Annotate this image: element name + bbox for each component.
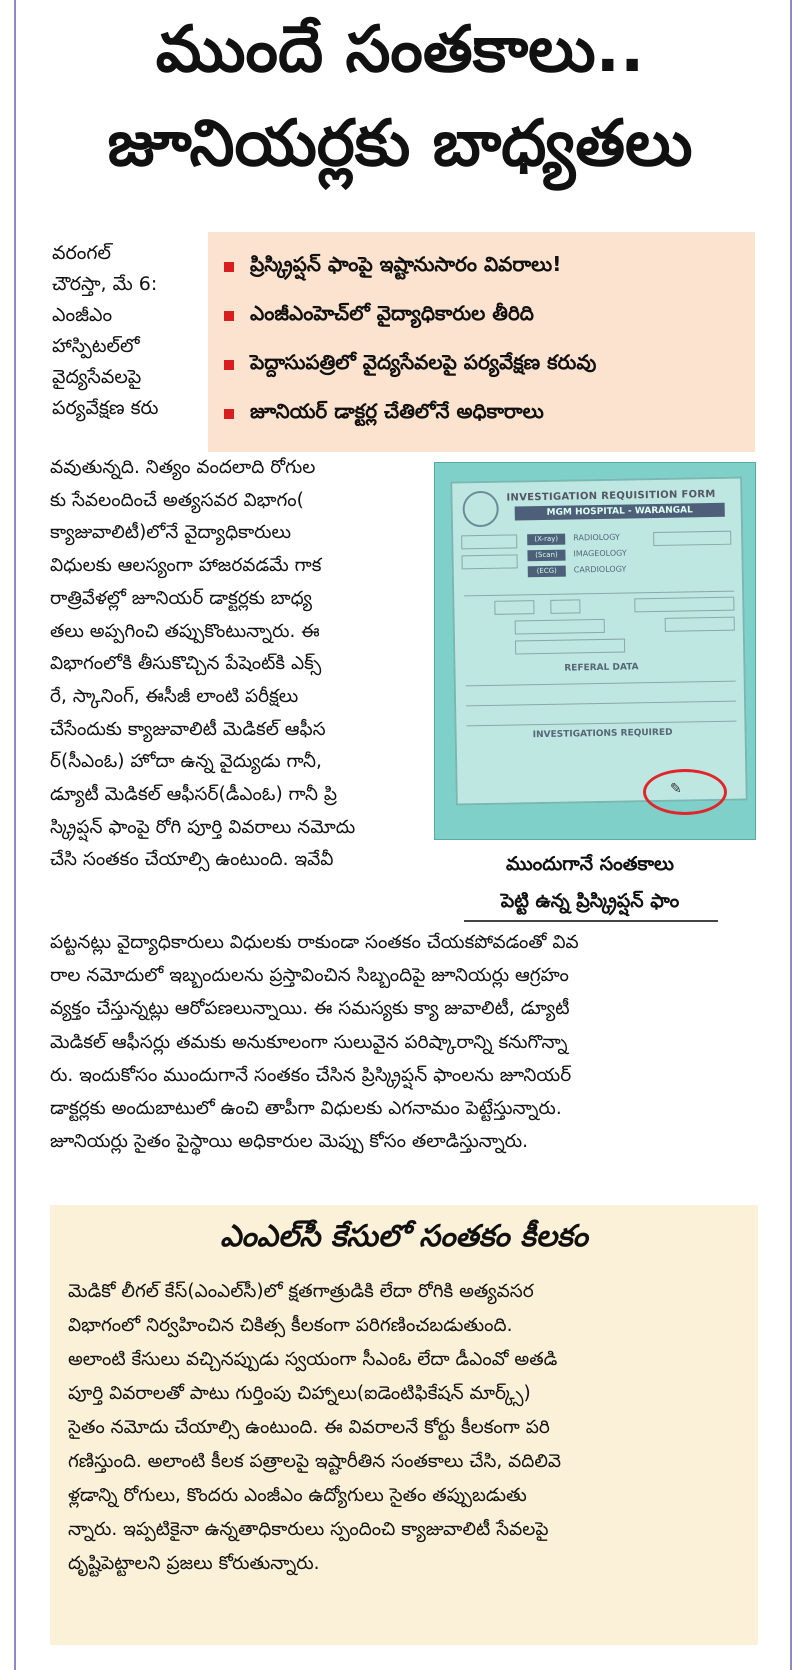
- form-row: [527, 549, 626, 562]
- form-section-referral: REFERAL DATA: [564, 662, 639, 674]
- form-hospital-name: MGM HOSPITAL - WARANGAL: [515, 503, 725, 521]
- body-line: తలు అప్పగించి తప్పుకొంటున్నారు. ఈ: [50, 620, 320, 642]
- body-line: క్యాజువాలిటీ)లోనే వైద్యాధికారులు: [50, 522, 292, 544]
- body-line: మెడికల్ ఆఫీసర్లు తమకు అనుకూలంగా సులువైన పరిష్కారాన్ని కనుగొన్నా: [50, 1031, 568, 1053]
- form-line: [464, 591, 734, 597]
- prescription-form-photo: [434, 462, 756, 840]
- page-border-left: [14, 0, 16, 1670]
- box-line: విభాగంలో నిర్వహించిన చికిత్స కీలకంగా పరిగణించబడుతుంది.: [68, 1315, 513, 1336]
- highlight-text: జూనియర్ డాక్టర్ల చేతిలోనే అధికారాలు: [250, 399, 544, 423]
- signature-highlight-circle: [643, 769, 727, 815]
- body-line: డాక్టర్లకు అందుబాటులో ఉంచి తాపీగా విధులకు ఎగనామం పెట్టేస్తున్నారు.: [50, 1098, 562, 1120]
- form-field: [653, 531, 731, 546]
- form-chip: (Scan): [527, 550, 565, 562]
- form-title: INVESTIGATION REQUISITION FORM: [506, 488, 716, 504]
- sidebar-box: [50, 1205, 758, 1645]
- body-line: వవుతున్నది. నిత్యం వందలాది రోగుల: [50, 457, 316, 478]
- article-body-full: [50, 926, 760, 1158]
- sidebar-box-body: [68, 1275, 746, 1581]
- body-line: రే, స్కానింగ్, ఈసీజీ లాంటి పరీక్షలు: [50, 685, 299, 707]
- dateline-line: పర్యవేక్షణ కరు: [52, 397, 159, 419]
- form-field: [515, 619, 605, 635]
- body-line: రు. ఇందుకోసం ముందుగానే సంతకం చేసిన ప్రిస్క్రిప్షన్ ఫాంలను జూనియర్: [50, 1064, 572, 1086]
- form-chip: (X-ray): [527, 534, 565, 546]
- headline-line-2: జూనియర్లకు బాధ్యతలు: [107, 107, 693, 181]
- form-row-label: IMAGEOLOGY: [573, 548, 627, 559]
- body-line: విభాగంలోకి తీసుకొచ్చిన పేషెంట్‌కి ఎక్స్: [50, 653, 322, 675]
- highlight-item: [224, 389, 743, 438]
- box-line: సైతం నమోదు చేయాల్సి ఉంటుంది. ఈ వివరాలనే కోర్టు కీలకంగా పరి: [68, 1417, 550, 1438]
- form-field: [494, 600, 534, 615]
- form-line: [466, 681, 736, 687]
- form-line: [466, 721, 736, 727]
- form-field: [515, 639, 625, 655]
- body-line: పట్టనట్లు వైద్యాధికారులు విధులకు రాకుండా సంతకం చేయకపోవడంతో వివ: [50, 932, 579, 953]
- highlight-item: [224, 242, 743, 291]
- page-border-right: [790, 0, 792, 1670]
- bullet-icon: [224, 262, 234, 272]
- body-line: జూనియర్లు సైతం పైస్థాయి అధికారుల మెప్పు కోసం తలాడిస్తున్నారు.: [50, 1131, 528, 1153]
- box-line: న్నారు. ఇప్పటికైనా ఉన్నతాధికారులు స్పందించి క్యాజువాలిటీ సేవలపై: [68, 1519, 549, 1540]
- headline-line-1: ముందే సంతకాలు..: [155, 13, 645, 87]
- body-line: చేసి సంతకం చేయాల్సి ఉంటుంది. ఇవేవీ: [50, 849, 334, 871]
- body-line: స్క్రిప్షన్ ఫాంపై రోగి పూర్తి వివరాలు నమోదు: [50, 816, 356, 838]
- dateline-line: చౌరస్తా, మే 6:: [52, 273, 158, 295]
- form-field: [461, 534, 517, 549]
- article-body-column: [50, 452, 440, 877]
- photo-caption: [462, 846, 718, 920]
- form-field: [665, 617, 735, 632]
- caption-divider: [464, 920, 718, 922]
- dateline-line: వైద్యసేవలపై: [52, 366, 142, 388]
- body-line: విధులకు ఆలస్యంగా హాజరవడమే గాక: [50, 555, 322, 577]
- form-section-investigations: INVESTIGATIONS REQUIRED: [532, 727, 673, 741]
- body-line: వ్యక్తం చేస్తున్నట్లు ఆరోపణలున్నాయి. ఈ సమస్యకు క్యా జువాలిటీ, డ్యూటీ: [50, 998, 570, 1020]
- dateline-line: ఎంజీఎం: [52, 304, 113, 326]
- box-line: ళ్లడాన్ని రోగులు, కొందరు ఎంజీఎం ఉద్యోగులు సైతం తప్పుబడుతు: [68, 1485, 527, 1506]
- highlight-text: ప్రిస్క్రిప్షన్ ఫాంపై ఇష్టానుసారం వివరాలు!: [250, 252, 562, 276]
- body-line: చేసేందుకు క్యాజువాలిటీ మెడికల్ ఆఫీస: [50, 718, 326, 740]
- form-row: [528, 565, 627, 578]
- requisition-form: [450, 476, 748, 805]
- dateline-line: వరంగల్: [52, 242, 111, 264]
- caption-line: ముందుగానే సంతకాలు: [505, 853, 675, 875]
- highlight-text: పెద్దాసుపత్రిలో వైద్యసేవలపై పర్యవేక్షణ కరువు: [250, 350, 597, 374]
- highlight-item: [224, 340, 743, 389]
- form-line: [466, 701, 736, 707]
- highlight-item: [224, 291, 743, 340]
- sidebar-box-title: ఎంఎల్‌సీ కేసులో సంతకం కీలకం: [220, 1219, 588, 1254]
- form-field: [634, 597, 734, 613]
- bullet-icon: [224, 360, 234, 370]
- highlights-box: [208, 232, 755, 452]
- body-line: ర్(సీఎంఓ) హోదా ఉన్న వైద్యుడు గానీ,: [50, 751, 322, 773]
- body-line: రాత్రివేళల్లో జూనియర్ డాక్టర్లకు బాధ్య: [50, 587, 312, 609]
- bullet-icon: [224, 409, 234, 419]
- form-row: [527, 533, 620, 546]
- box-line: అలాంటి కేసులు వచ్చినప్పుడు స్వయంగా సీఎంఓ లేదా డీఎంవో అతడి: [68, 1349, 558, 1370]
- form-chip: (ECG): [528, 566, 566, 578]
- form-field: [550, 599, 580, 614]
- box-line: దృష్టిపెట్టాలని ప్రజలు కోరుతున్నారు.: [68, 1553, 320, 1574]
- body-line: డ్యూటీ మెడికల్ ఆఫీసర్(డీఎంఓ) గానీ ప్రి: [50, 784, 338, 806]
- form-field: [461, 554, 517, 569]
- body-line: కు సేవలందించే అత్యసవర విభాగం(: [50, 489, 304, 511]
- dateline: [52, 238, 202, 424]
- form-row-label: RADIOLOGY: [573, 532, 620, 543]
- box-line: మెడికో లీగల్ కేస్(ఎంఎల్‌సీ)లో క్షతగాత్రుడికి లేదా రోగికి అత్యవసర: [68, 1281, 534, 1302]
- box-line: పూర్తి వివరాలతో పాటు గుర్తింపు చిహ్నాలు(ఐడెంటిఫికేషన్ మార్క్స్): [68, 1383, 531, 1404]
- signature-mark-icon: ✎: [670, 781, 682, 797]
- form-row-label: CARDIOLOGY: [573, 564, 627, 575]
- box-line: గణిస్తుంది. అలాంటి కీలక పత్రాలపై ఇష్టారీతిన సంతకాలు చేసి, వదిలివె: [68, 1451, 562, 1472]
- bullet-icon: [224, 311, 234, 321]
- highlight-text: ఎంజీఎంహెచ్‌లో వైద్యాధికారుల తీరిది: [250, 301, 534, 325]
- hospital-logo-icon: [462, 491, 499, 528]
- dateline-line: హాస్పిటల్‌లో: [52, 335, 140, 357]
- body-line: రాల నమోదులో ఇబ్బందులను ప్రస్తావించిన సిబ్బందిపై జూనియర్లు ఆగ్రహం: [50, 965, 569, 987]
- caption-line: పెట్టి ఉన్న ప్రిస్క్రిప్షన్ ఫాం: [500, 890, 680, 912]
